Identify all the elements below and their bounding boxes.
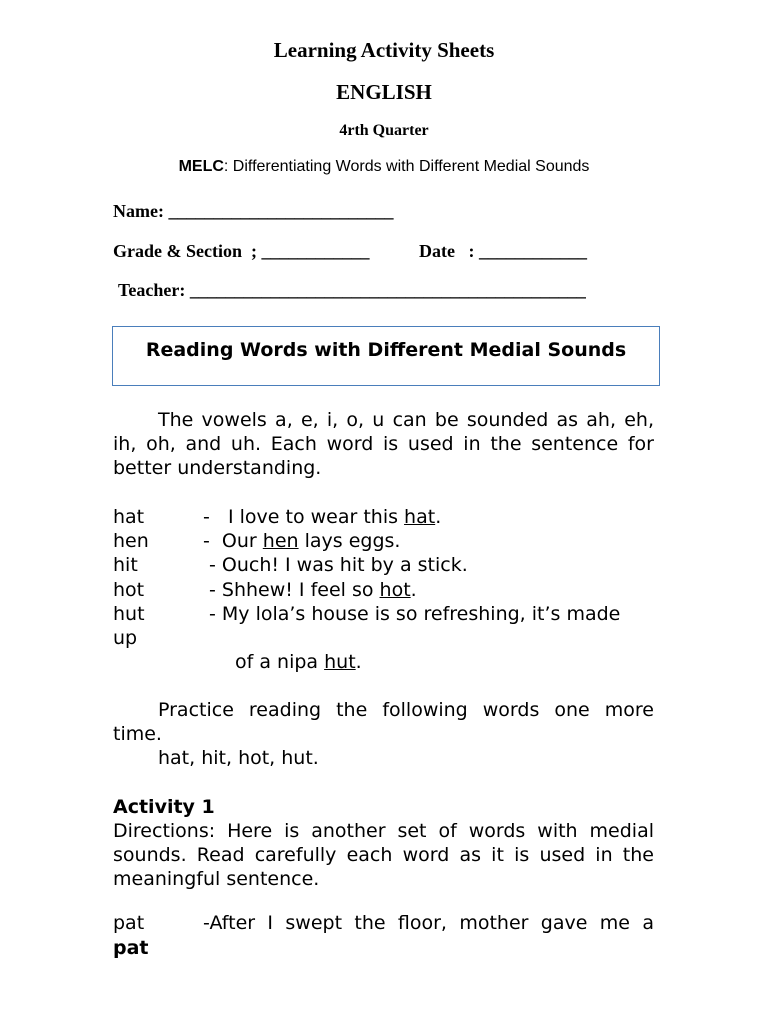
grade-section-field[interactable]: Grade & Section ; ____________	[113, 241, 370, 261]
lesson-title-box	[112, 326, 660, 386]
example-word-hat: hat	[113, 506, 145, 528]
activity-directions: Directions: Here is another set of words with medial sounds. Read carefully each word as it is used in the meaningful sentence.	[113, 820, 654, 890]
example-sentence-hat: - I love to wear this hat.	[203, 506, 442, 528]
activity-item-answer: pat	[113, 937, 149, 959]
example-sentence-hut-wrap: up	[113, 627, 138, 649]
quarter-label: 4rth Quarter	[339, 122, 429, 139]
intro-paragraph: The vowels a, e, i, o, u can be sounded as ah, eh, ih, oh, and uh. Each word is used in the sentence for better understanding.	[113, 409, 654, 479]
example-word-hit: hit	[113, 554, 138, 576]
melc-text: : Differentiating Words with Different Medial Sounds	[223, 158, 590, 175]
melc-label: MELC	[178, 158, 224, 175]
activity-item-sentence: -After I swept the floor, mother gave me a	[203, 912, 654, 934]
melc-line	[0, 158, 768, 176]
example-sentence-hit: - Ouch! I was hit by a stick.	[209, 554, 468, 576]
example-word-hut: hut	[113, 603, 145, 625]
practice-words: hat, hit, hot, hut.	[158, 747, 319, 769]
teacher-field[interactable]: Teacher: ____________________________________________	[118, 280, 586, 300]
practice-paragraph: Practice reading the following words one more time.	[113, 699, 654, 745]
lesson-title: Reading Words with Different Medial Sounds	[145, 339, 627, 361]
example-word-hot: hot	[113, 579, 145, 601]
subject-heading: ENGLISH	[336, 80, 432, 104]
activity-item-word: pat	[113, 912, 145, 934]
sheet-title: Learning Activity Sheets	[273, 38, 495, 62]
example-sentence-hen: - Our hen lays eggs.	[203, 530, 401, 552]
date-field[interactable]: Date : ____________	[419, 241, 587, 261]
example-sentence-hot: - Shhew! I feel so hot.	[209, 579, 417, 601]
activity-heading: Activity 1	[113, 796, 215, 818]
example-sentence-hut-cont: of a nipa hut.	[235, 651, 362, 673]
name-field[interactable]: Name: _________________________	[113, 201, 394, 221]
example-sentence-hut: - My lola’s house is so refreshing, it’s made	[209, 603, 621, 625]
example-word-hen: hen	[113, 530, 149, 552]
